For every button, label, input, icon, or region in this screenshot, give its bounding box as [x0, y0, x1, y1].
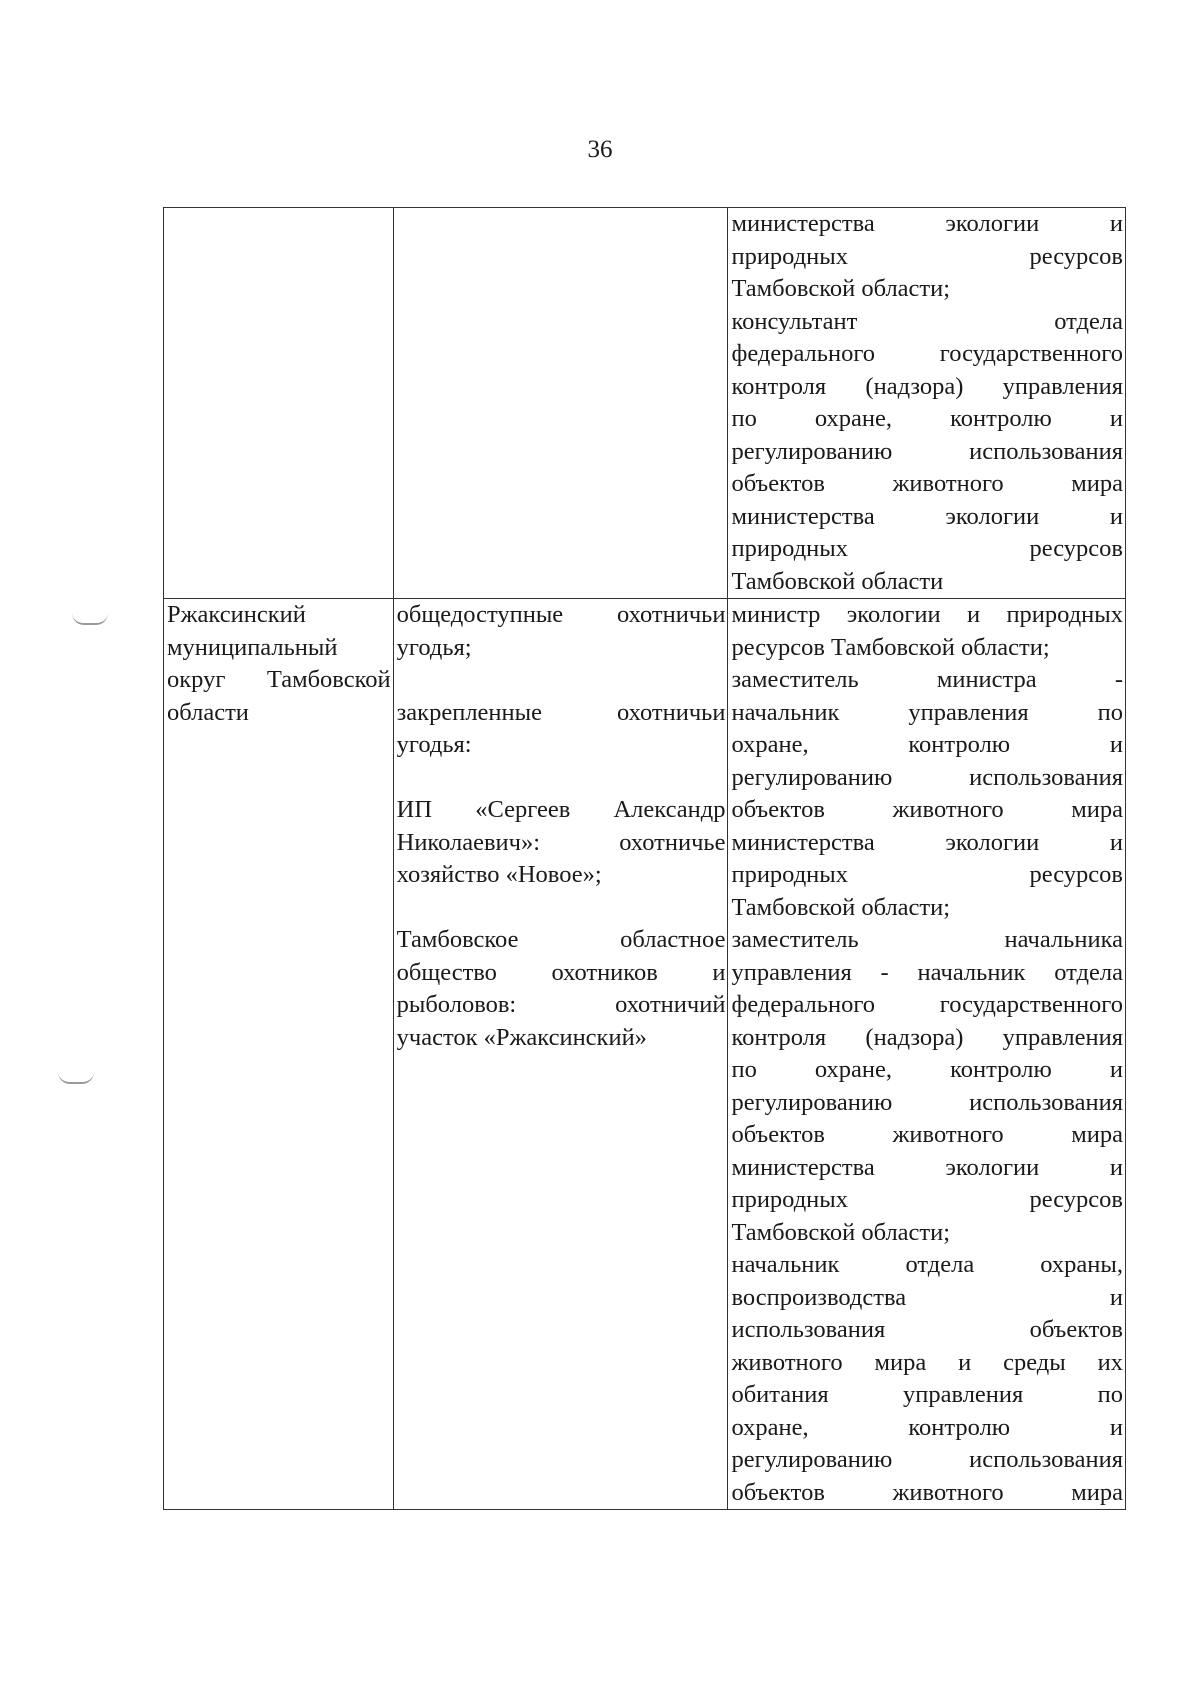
text-line: Ржаксинский	[167, 601, 306, 628]
text-line: ИП «Сергеев Александр	[396, 796, 726, 823]
text-line: участок «Ржаксинский»	[396, 1023, 647, 1051]
hunting-grounds-text	[397, 599, 726, 1054]
paragraph	[397, 697, 726, 762]
text-line: управления - начальник отдела	[731, 958, 1123, 986]
text-line: объектов животного мира	[731, 1478, 1123, 1506]
text-line: общедоступные охотничьи	[396, 601, 726, 628]
text-line: Тамбовской области;	[731, 893, 951, 921]
text-line: природных ресурсов	[731, 1186, 1123, 1213]
text-line: использования объектов	[731, 1316, 1123, 1343]
text-line: угодья:	[396, 731, 472, 758]
hunting-grounds-cell	[393, 208, 728, 599]
text-line: природных ресурсов	[731, 861, 1123, 888]
officials-cell	[728, 208, 1126, 599]
officials-text	[731, 208, 1123, 598]
text-line: регулированию использования	[731, 1088, 1123, 1116]
text-line: хозяйство «Новое»;	[396, 861, 602, 888]
table-row	[164, 599, 1126, 1510]
text-line: объектов животного мира	[731, 796, 1123, 823]
text-line: Тамбовское областное	[396, 926, 726, 953]
text-line: регулированию использования	[731, 437, 1123, 465]
text-line: начальник управления по	[731, 698, 1123, 726]
text-line: объектов животного мира	[731, 1121, 1123, 1148]
hunting-grounds-table	[163, 207, 1126, 1510]
text-line: угодья;	[396, 633, 472, 661]
text-line: заместитель министра -	[731, 666, 1123, 693]
hunting-grounds-cell	[393, 599, 728, 1510]
text-line: министерства экологии и	[731, 1153, 1123, 1181]
officials-cell	[728, 599, 1126, 1510]
text-line: по охране, контролю и	[731, 405, 1123, 432]
text-line: контроля (надзора) управления	[731, 1023, 1123, 1051]
paragraph	[397, 599, 726, 664]
text-line: воспроизводства и	[731, 1283, 1123, 1311]
district-cell	[164, 599, 394, 1510]
text-line: закрепленные охотничьи	[396, 698, 726, 726]
text-line: рыболовов: охотничий	[396, 991, 726, 1018]
text-line: начальник отдела охраны,	[731, 1251, 1123, 1278]
text-line: Николаевич»: охотничье	[396, 828, 726, 856]
paragraph	[397, 924, 726, 1054]
text-line: Тамбовской области	[731, 567, 944, 595]
text-line: министерства экологии и	[731, 828, 1123, 856]
text-line: регулированию использования	[731, 1446, 1123, 1473]
paragraph	[397, 794, 726, 892]
text-line: федерального государственного	[731, 991, 1123, 1018]
text-line: природных ресурсов	[731, 535, 1123, 562]
text-line: охране, контролю и	[731, 731, 1123, 758]
text-line: заместитель начальника	[731, 926, 1123, 953]
text-line: области	[167, 698, 249, 726]
text-line: объектов животного мира	[731, 470, 1123, 497]
text-line: животного мира и среды их	[731, 1348, 1123, 1376]
text-line: контроля (надзора) управления	[731, 372, 1123, 400]
district-text	[167, 599, 391, 729]
text-line: общество охотников и	[396, 958, 726, 986]
text-line: ресурсов Тамбовской области;	[731, 633, 1050, 661]
text-line: министерства экологии и	[731, 502, 1123, 530]
text-line: министр экологии и природных	[731, 601, 1123, 628]
text-line: обитания управления по	[731, 1381, 1123, 1408]
text-line: природных ресурсов	[731, 242, 1123, 270]
page-number: 36	[587, 136, 613, 163]
text-line: регулированию использования	[731, 763, 1123, 791]
text-line: по охране, контролю и	[731, 1056, 1123, 1083]
officials-text	[731, 599, 1123, 1509]
binding-hole-mark	[72, 613, 108, 625]
text-line: Тамбовской области;	[731, 1218, 951, 1246]
text-line: консультант отдела	[731, 307, 1123, 335]
text-line: Тамбовской области;	[731, 275, 951, 302]
text-line: федерального государственного	[731, 340, 1123, 367]
text-line: округ Тамбовской	[167, 666, 391, 693]
text-line: охране, контролю и	[731, 1413, 1123, 1441]
district-cell	[164, 208, 394, 599]
table-row	[164, 208, 1126, 599]
text-line: министерства экологии и	[731, 210, 1123, 237]
binding-hole-mark	[58, 1072, 94, 1084]
text-line: муниципальный	[167, 633, 338, 661]
